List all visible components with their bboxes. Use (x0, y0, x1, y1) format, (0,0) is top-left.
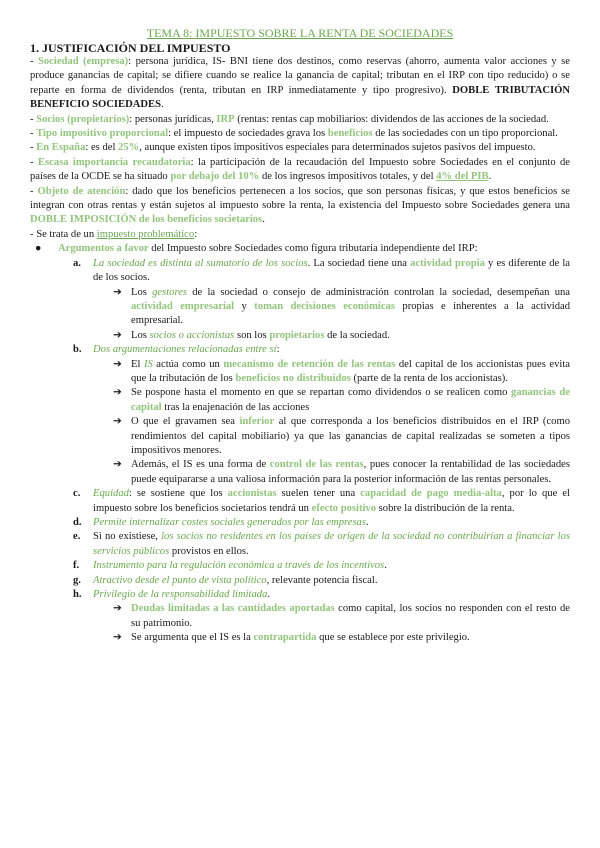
arrow-icon: ➔ (113, 416, 122, 428)
term-socios: Socios (propietarios) (36, 113, 130, 125)
term-irp: IRP (216, 113, 235, 125)
sub-item-b1: ➔ El IS actúa como un mecanismo de retención de las rentas del capital de los accionistas pues evita que la tributación de los beneficios no distribuidos (parte de la renta de los accionistas). (113, 358, 570, 387)
arrow-icon: ➔ (113, 286, 122, 298)
term-espana: En España (36, 142, 86, 154)
paragraph-tipo: - Tipo impositivo proporcional: el impuesto de sociedades grava los beneficios de las sociedades con un tipo proporcional. (30, 128, 558, 140)
list-item-b: b. Dos argumentaciones relacionadas entre sí: (73, 344, 280, 356)
sub-item-b2: ➔ Se pospone hasta el momento en que se repartan como dividendos o se realicen como ganancias de capital tras la enajenación de las acciones (113, 386, 570, 415)
list-item-d: d. Permite internalizar costes sociales generados por las empresas. (73, 517, 369, 528)
sub-item-h2: ➔ Se argumenta que el IS es la contrapartida que se establece por este privilegio. (113, 631, 570, 645)
section-heading: 1. JUSTIFICACIÓN DEL IMPUESTO (30, 41, 231, 55)
bullet-dot-icon: ● (35, 243, 42, 255)
doble-tributacion: DOBLE TRIBUTACIÓN BENEFICIO SOCIEDADES (30, 84, 571, 111)
impuesto-problematico: impuesto problemático (96, 228, 195, 240)
document-title: TEMA 8: IMPUESTO SOBRE LA RENTA DE SOCIEDADES (146, 26, 454, 40)
list-item-f: f. Instrumento para la regulación económica a través de los incentivos. (73, 560, 387, 572)
paragraph-objeto: - Objeto de atención: dado que los beneficios pertenecen a los socios, que son personas físicas, y que estos beneficios se integran con otras rentas y están sujetos al impuesto sobre la renta, la existencia del Impuesto sobre Sociedades genera una DOBLE IMPOSICIÓN de los beneficios societarios. (30, 185, 570, 226)
paragraph-sociedad: - Sociedad (empresa): persona jurídica, IS- BNI tiene dos destinos, como reservas (ahorro, aumenta valor acciones y se produce ganancias de capital; se difiere cuando se realice la ganancia de capital; tributan en el IRP con tipo reducido) o se reparte en forma de dividendos (renta, tributan en IRP inmediatamente y tipo progresivo). DOBLE TRIBUTACIÓN BENEFICIO SOCIEDADES. (30, 56, 571, 111)
sub-item-h1: ➔ Deudas limitadas a las cantidades aportadas como capital, los socios no responden con el resto de su patrimonio. (113, 602, 570, 631)
term-recaudatoria: Escasa importancia recaudatoria (37, 156, 191, 168)
term-tipo: Tipo impositivo proporcional (36, 128, 169, 140)
arrow-icon: ➔ (113, 632, 122, 644)
paragraph-espana: - En España: es del 25%, aunque existen tipos impositivos especiales para determinados sujetos pasivos del impuesto. (30, 142, 536, 154)
sub-item-a1: ➔ Los gestores de la sociedad o consejo de administración controlan la sociedad, desempeñan una actividad empresarial y toman decisiones económicas propias e inherentes a la actividad empresarial. (113, 286, 570, 329)
term-sociedad: Sociedad (empresa) (37, 56, 129, 67)
paragraph-problematico: - Se trata de un impuesto problemático: (30, 228, 198, 240)
paragraph-recaudatoria: - Escasa importancia recaudatoria: la participación de la recaudación del Impuesto sobre Sociedades en el conjunto de países de la OCDE se ha situado por debajo del 10% de los ingresos impositivos totales, y del 4% del PIB. (30, 156, 570, 183)
arrow-icon: ➔ (113, 459, 122, 471)
sub-item-b4: ➔ Además, el IS es una forma de control de las rentas, pues conocer la rentabilidad de las sociedades puede equipararse a una valiosa información para la posterior información de las rentas personales. (113, 458, 570, 487)
list-item-e: e. Si no existiese, los socios no residentes en los países de origen de la sociedad no contribuirían a financiar los servicios públicos provistos en ellos. (73, 531, 570, 557)
arrow-icon: ➔ (113, 387, 122, 399)
list-item-h: h. Privilegio de la responsabilidad limitada. (73, 589, 271, 601)
arrow-icon: ➔ (113, 358, 122, 370)
bullet-argumentos: ● Argumentos a favor del Impuesto sobre Sociedades como figura tributaria independiente del IRP: (35, 242, 570, 256)
sub-item-b3: ➔ O que el gravamen sea inferior al que corresponda a los beneficios distribuidos en el IRP (como rendimientos del capital mobiliario) ya que las ganancias de capital realizadas se someten a tipos impositivos menores. (113, 415, 570, 458)
sub-item-a2: ➔ Los socios o accionistas son los propietarios de la sociedad. (113, 329, 570, 343)
term-objeto: Objeto de atención (37, 185, 126, 197)
arrow-icon: ➔ (113, 329, 122, 341)
list-item-g: g. Atractivo desde el punto de vista político, relevante potencia fiscal. (73, 574, 378, 586)
paragraph-socios: - Socios (propietarios): personas jurídicas, IRP (rentas: rentas cap mobiliarios: dividendos de las acciones de la sociedad. (30, 113, 549, 125)
arrow-icon: ➔ (113, 603, 122, 615)
list-item-a: a. La sociedad es distinta al sumatorio de los socios. La sociedad tiene una actividad propia y es diferente de la de los socios. (73, 257, 570, 284)
list-item-c: c. Equidad: se sostiene que los accionistas suelen tener una capacidad de pago media-alta, por lo que el impuesto sobre los beneficios societarios tendrá un efecto positivo sobre la distribución de la renta. (73, 488, 570, 514)
